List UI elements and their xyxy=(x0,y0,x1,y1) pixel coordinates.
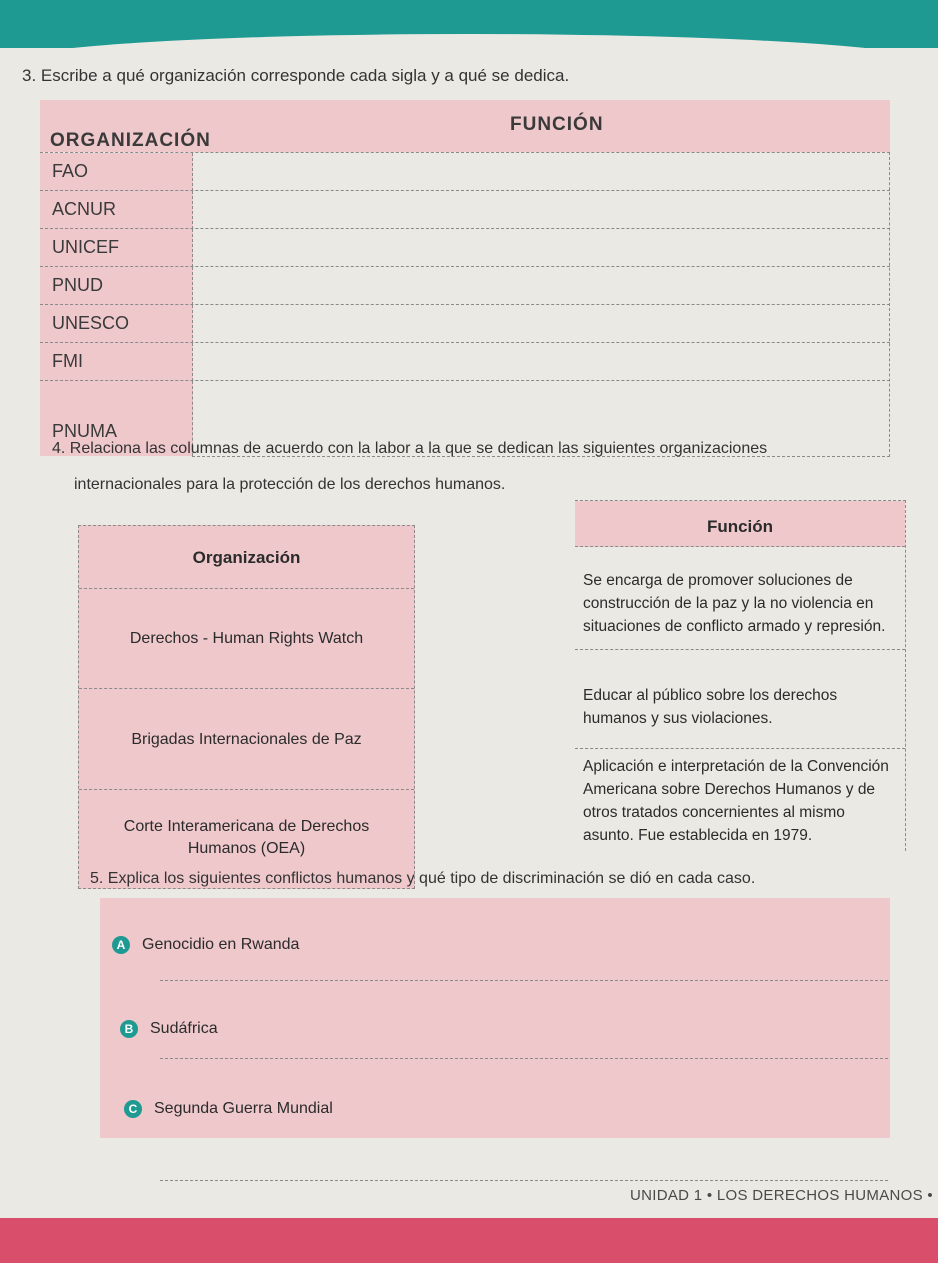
organization-item[interactable] xyxy=(79,689,414,790)
item-label: Sudáfrica xyxy=(150,1020,218,1037)
function-column xyxy=(575,500,906,851)
function-item[interactable] xyxy=(575,749,905,851)
column-header-organizacion: ORGANIZACIÓN xyxy=(50,130,211,151)
org-acronym: FAO xyxy=(52,161,89,181)
list-item xyxy=(120,1020,218,1038)
table-row[interactable] xyxy=(40,304,890,343)
column-header-label: Función xyxy=(706,517,774,536)
function-text: Educar al público sobre los derechos humanos y sus violaciones. xyxy=(583,687,838,727)
page-footer: UNIDAD 1 • LOS DERECHOS HUMANOS • xyxy=(630,1187,933,1204)
function-item[interactable] xyxy=(575,650,905,749)
function-item[interactable] xyxy=(575,547,905,650)
column-header xyxy=(575,501,905,547)
function-text: Se encarga de promover soluciones de construcción de la paz y la no violencia en situaciones de conflicto armado y represión. xyxy=(583,572,886,635)
bottom-band xyxy=(0,1218,938,1263)
badge-b-icon: B xyxy=(120,1020,138,1038)
question-4-title: 4. Relaciona las columnas de acuerdo con la labor a la que se dedican las siguientes organizaciones xyxy=(52,440,768,457)
question-3-title: 3. Escribe a qué organización corresponde cada sigla y a qué se dedica. xyxy=(22,66,570,85)
badge-a-icon: A xyxy=(112,936,130,954)
table-row[interactable] xyxy=(40,152,890,191)
item-label: Segunda Guerra Mundial xyxy=(154,1100,333,1117)
org-acronym: PNUD xyxy=(52,275,104,295)
table-row[interactable] xyxy=(40,342,890,381)
table-row[interactable] xyxy=(40,266,890,305)
table-row[interactable] xyxy=(40,228,890,267)
table-header xyxy=(40,100,890,152)
question-4-subtitle: internacionales para la protección de los derechos humanos. xyxy=(74,476,506,493)
column-header xyxy=(79,526,414,589)
organization-column xyxy=(78,525,415,889)
divider xyxy=(160,1180,888,1181)
list-item xyxy=(112,936,299,954)
org-acronym: UNICEF xyxy=(52,237,119,257)
question-3-table xyxy=(40,100,890,455)
badge-c-icon: C xyxy=(124,1100,142,1118)
org-acronym: UNESCO xyxy=(52,313,130,333)
org-acronym: FMI xyxy=(52,351,83,371)
list-item xyxy=(124,1100,333,1118)
item-label: Genocidio en Rwanda xyxy=(142,936,300,953)
column-header-funcion: FUNCIÓN xyxy=(510,114,604,135)
organization-label: Derechos - Human Rights Watch xyxy=(129,630,364,647)
org-acronym: PNUMA xyxy=(52,421,118,441)
divider xyxy=(160,1058,888,1059)
table-row[interactable] xyxy=(40,190,890,229)
org-acronym: ACNUR xyxy=(52,199,117,219)
question-5-title: 5. Explica los siguientes conflictos humanos y qué tipo de discriminación se dió en cada caso. xyxy=(90,870,756,887)
divider xyxy=(160,980,888,981)
organization-label: Brigadas Internacionales de Paz xyxy=(131,731,362,748)
function-text: Aplicación e interpretación de la Convención Americana sobre Derechos Humanos y de otros tratados concernientes al mismo asunto. Fue establecida en 1979. xyxy=(583,758,889,844)
organization-label: Corte Interamericana de Derechos Humanos (OEA) xyxy=(123,818,370,857)
column-header-label: Organización xyxy=(192,548,301,567)
organization-item[interactable] xyxy=(79,588,414,689)
